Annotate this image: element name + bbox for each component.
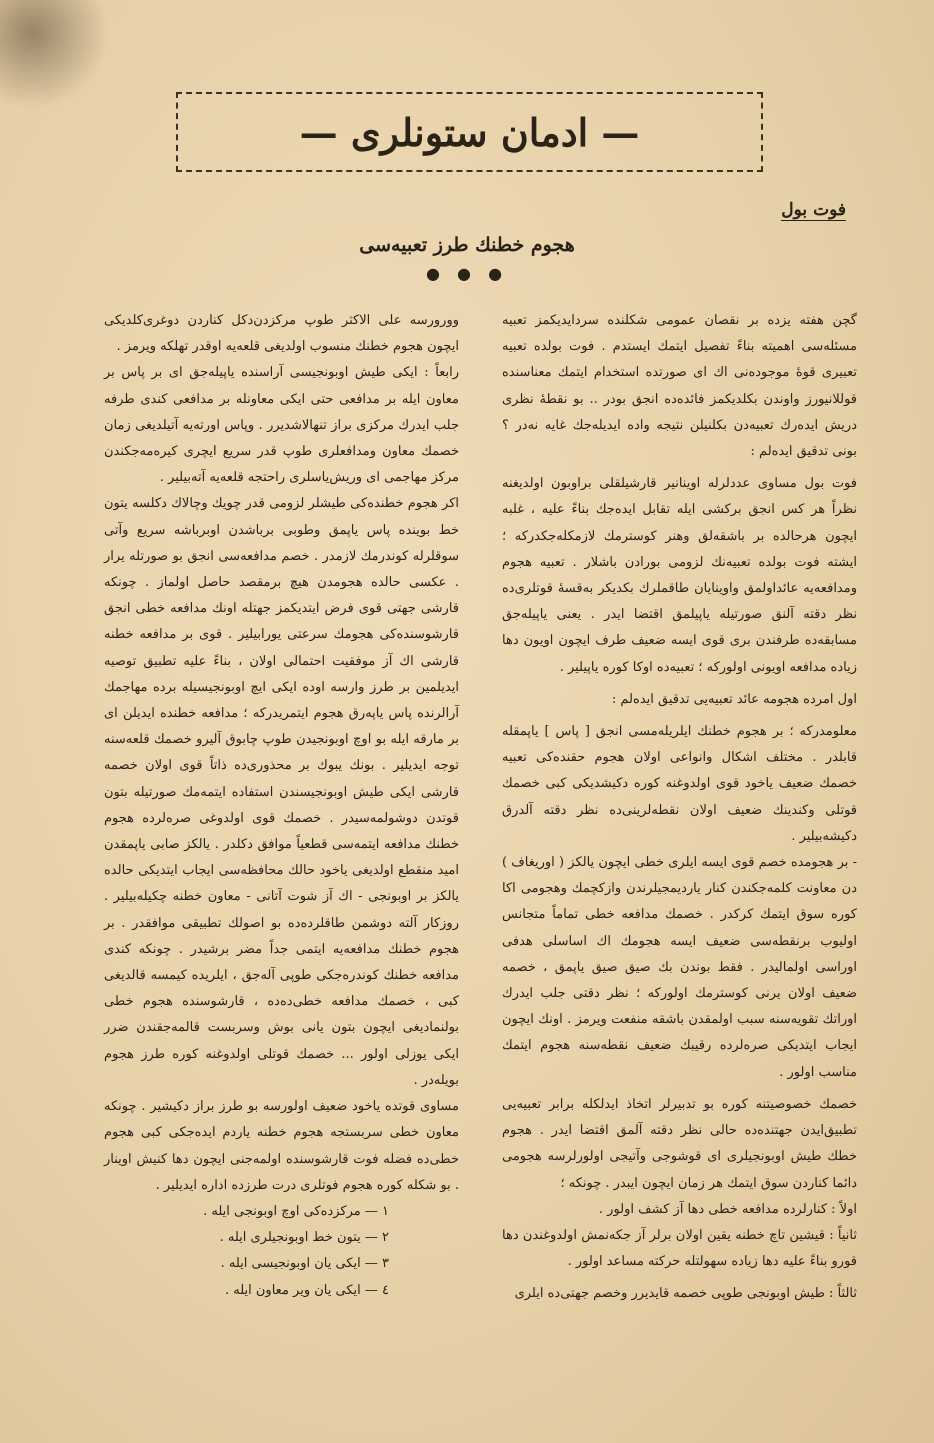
- right-column: [502, 308, 857, 1308]
- list-item: ۳ — ایکی یان اوبونجیسی ایله .: [220, 1256, 389, 1272]
- author-label: فوت بول: [781, 200, 846, 220]
- paragraph: اولاً : کنارلرده مدافعه خطی دها آز کشف اولور .: [598, 1201, 857, 1217]
- paragraph: خصمك خصوصیتنه کوره بو تدبیرلر اتخاذ ایدلکله برابر تعبیه‌یی تطبیق‌ایدن جهتنده‌ده حالی نظر دقته آلمق اقتضا ایدر . هجوم خطك طیش اوبونجیلری ای قوشوجی وآتیجی اولورلرسه هجومی دائما کناردن سوق ایتمك هر زمان ایچون ایبدر . چونکه ؛: [502, 1096, 857, 1191]
- paragraph: مساوی قوتده یاخود ضعیف اولورسه بو طرز براز دکیشیر . چونکه معاون خطی سربستجه هجوم خطنه یاردم ایده‌جکی کبی هجوم خطی‌ده فضله فوت قارشوسنده اولمه‌جنی ایچون دها کنیش اوینار . بو شکله کوره هجوم فوتلری درت طرزده اداره ایدیلیر .: [104, 1099, 459, 1193]
- separator-dots: ● ● ●: [425, 264, 509, 283]
- paragraph: معلومدرکه ؛ بر هجوم خطنك ایلریله‌مسی انجق [ پاس ] یاپمقله قابلدر . مختلف اشکال وانواعی اولان هجوم حقنده‌کی تعبیه خصمك ضعیف یاخود قوی اولدوغنه کوره دکیشدیکی کبی خصمك قوتلی وکندینك ضعیف اولان نقطه‌لرینی‌ده نظر دقته آلدرق دکیشه‌بیلیر .: [502, 724, 857, 844]
- paragraph: ثالثاً : طیش اوبونجی طوپی خصمه قایدیرر وخصم جهتی‌ده ایلری: [514, 1286, 857, 1302]
- list-item: ۱ — مرکزده‌کی اوچ اوبونجی ایله .: [203, 1203, 389, 1219]
- list-item: ۲ — یتون خط اوبونجیلری ایله .: [219, 1230, 389, 1246]
- paragraph: وورورسه علی الاکثر طوپ مرکزدن‌دکل کناردن دوغری‌کلدیکی ایچون هجوم خطنك منسوب اولدیغی قلعه‌یه اوقدر تهلکه ویرمز .: [104, 313, 459, 355]
- column-banner: [176, 92, 763, 172]
- paragraph: رابعاً : ایکی طیش اوبونجیسی آراسنده یاپیله‌جق ای بر پاس بر معاون ایله بر مدافعی حتی ایکی معاونله بر مدافعی کندی طرفه جلب ایدرك مرکزی براز تنهالاشدیرر . وپاس اورته‌یه آتیلدیغی زمان خصمك معاون ومدافعلری طوپ قدر سریع ایچری کیره‌مه‌جکندن مرکز مهاجمی ای وریش‌یاسلری راحتجه قلعه‌یه آته‌بیلیر .: [104, 365, 459, 486]
- paragraph: گچن هفته‌ یزده‌ بر نقصان عمومی شکلنده‌ سردایدیکمز تعبیه مسئله‌سی اهمیته بناءً تفصیل ایتمك ایستدم . فوت بولده تعبیه تعبیری قوهٔ موجوده‌نی اك ای صورتده استخدام ایتمك معناسنده قوللانیورز واوندن بکلدیکمز فائده‌ده انجق بودر .. بو نقطهٔ نظری دریش ایده‌رك تعبیه‌دن بکلنیلن نتیجه واده ایدیله‌جك غایه نه‌در ؟ بونی تدقیق ایده‌لم :: [502, 313, 857, 460]
- paragraph: - بر هجومده خصم قوی ایسه ایلری خطی ایچون یالکز ( اوریغاف ) دن معاونت کلمه‌جکندن کنار یاردیمجیلرندن وازکچمك وهجومی اکا کوره سوق ایتمك کرکدر . خصمك مدافعه خطی تماماً متجانس اولیوب برنقطه‌سی ضعیف ایسه هجومك اك اساسلی هدفی اوراسی اولمالیدر . فقط بوندن بك صیق صیق یاپمق ، خصمه ضعیف اولان یرنی کوسترمك اولورکه ؛ نظر دقتی جلب ایدرك اوراتك تقویه‌سنه سبب اولمقدن باشقه منفعت ویرمز . اونك ایچون ایجاب ایتدیکی صره‌لرده رقیبك ضعیف نقطه‌سنه هجوم ایتمك مناسب اولور .: [502, 855, 857, 1080]
- left-column: [104, 308, 459, 1304]
- article-title: هجوم خطنك طرز تعبیه‌سی: [359, 234, 575, 256]
- paragraph: اول امرده هجومه عائد تعبیه‌یی تدقیق ایده‌لم :: [611, 691, 857, 707]
- paragraph: اکر هجوم خطنده‌کی طیشلر لزومی قدر چویك وچالاك دکلسه یتون خط بوینده پاس یاپمق وطوبی برباشدن اوبرباشه سریع وآتی سوقلرله کوندرمك لازمدر . خصم مدافعه‌سی انجق بو صورتله یرار . عکسی حالده هجومدن هیچ برمقصد حاصل اولماز . چونکه قارشی جهتی قوی فرض ایتدیکمز جهتله اونك مدافعه خطی انجق قارشوسنده‌کی هجومك سرعتی یورابیلیر . قوی بر مدافعه خطنه قارشی اك آز موفقیت احتمالی اولان ، بناءً علیه تطبیق توصیه ایدیلمین بر طرز وارسه اوده ایکی ایچ اوبونجیسیله برده مهاجمك آرالرنده پاس یاپه‌رق هجوم ایتمریدرکه ؛ مدافعه خطنده ایدیلن ای بر مارقه ایله بو اوچ اوبونجیدن طوپ چابوق آلیرو خصمك قلعه‌سنه توجه ایدیلیر . بونك یبوك بر محذوری‌ده ذاتاً قوی اولان خصمه قارشی ایکی طیش اوبونجیسندن استفاده ایتمه‌مك صورتیله بتون قوتدن دوشولمه‌سیدر . خصمك قوی اولدوغی صره‌لرده هجوم خطنك مدافعه ایتمه‌سی قطعیاً موافق دکلدر . یالکز صابی یاپمقدن امید منقطع اولدیغی یاخود حالك محافظه‌سی ایجاب ایتدیکی حالده یالکز بر اوبونجی - اك آز شوت آتانی - معاون خطنه چکیله‌بیلیر . روزکار آلته دوشمن طاقلرده‌ده بو اصولك تطبیقی موافقدر . بر هجوم خطنك مدافعه‌یه ایتمی جداً مضر برشیدر . چونکه کندی مدافعه خطنك کوندره‌جکی طوپی آله‌جق ، ایلریده کیمسه قالدیغی کبی ، خصمك مدافعه خطی‌ده‌ده ، قارشوسنده هجوم خطی بولنمادیغی ایچون بتون یانی بوش وسربست قالمه‌جقندن ضرر ایکی‌ یوزلی اولور ... خصمك قوتلی اولدوغنه کوره طرز هجوم بویله‌در .: [104, 496, 459, 1088]
- banner-title: — ادمان ستونلری —: [299, 109, 640, 155]
- paper-stain: [0, 0, 110, 110]
- paragraph: فوت بول مساوی عددلرله‌ اوینانیر قارشیلقلی براوبون اولدیغنه نظراً هر کس انجق برکشی ایله تقابل ایده‌جك بناءً علیه ، غلبه ایچون هرحالده بر باشقه‌لق وهنر کوسترمك لازمکله‌جکدرکه ؛ ایشته فوت بولده تعبیه‌نك لزومی بورادن باشلار . تعبیه هجوم ومدافعه‌یه عائداولمق واوینایان طاقملرك بکدیکر به‌قسهٔ قوتلری‌ده نظر دقته آلنق صورتیله یاپیلمق اقتضا ایدر . یعنی یاپیله‌جق مسابقه‌ده طرفندن بری قوی ایسه ضعیف طرف ایچون اویون دها زیاده مدافعه اویونی اولورکه ؛ تعبیه‌ده اوکا کوره یاپیلیر .: [502, 476, 857, 675]
- list-item: ٤ — ایکی یان ویر معاون ایله .: [224, 1282, 389, 1298]
- paragraph: ثانیاً : قیشین تاچ خطنه یقین اولان برلر آز جکه‌نمش اولدوغندن دها قورو بناءً علیه دها زیاده سهولتله حرکته مساعد اولور .: [502, 1227, 857, 1270]
